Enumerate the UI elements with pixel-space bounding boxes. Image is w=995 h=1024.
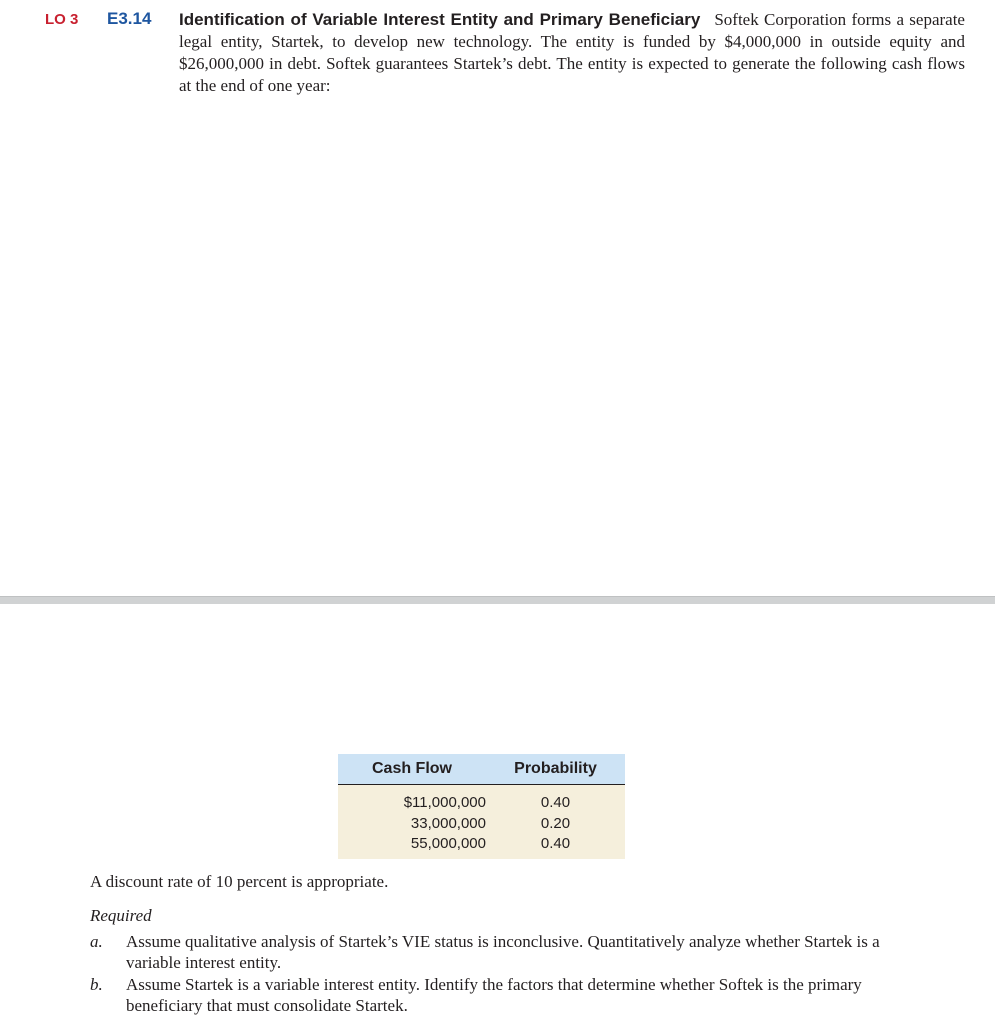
header-cash-flow: Cash Flow: [371, 760, 452, 777]
header-probability: Probability: [514, 760, 597, 777]
exercise-intro: [179, 9, 965, 97]
required-item-b: [90, 974, 890, 1016]
table-row: [338, 814, 625, 835]
table-body: [338, 785, 625, 859]
cash-flow-value: $11,000,000: [403, 794, 486, 811]
page-divider: [0, 596, 995, 604]
item-label: b.: [90, 975, 103, 994]
table-row: [338, 834, 625, 855]
cash-flow-table: [338, 754, 625, 859]
table-row: [338, 793, 625, 814]
table-header: [338, 754, 625, 785]
probability-cell: 0.40: [540, 794, 571, 811]
required-label: Required: [90, 906, 152, 925]
discount-text: A discount rate of 10 percent is appropriate.: [90, 872, 389, 891]
cash-flow-cell: [338, 793, 486, 814]
required-item-a: [90, 931, 890, 973]
item-text: Assume Startek is a variable interest entity. Identify the factors that determine whether Softek is the primary beneficiary that must consolidate Startek.: [126, 975, 862, 1015]
exercise-title: Identification of Variable Interest Entity and Primary Beneficiary: [179, 10, 701, 29]
intro-text: Softek Corporation forms a separate legal entity, Startek, to develop new technology. The entity is funded by $4,000,000 in outside equity and $26,000,000 in debt. Softek guarantees Startek’s debt. The entity is expected to generate the following cash flows at the end of one year:: [179, 10, 965, 95]
lo-label: LO 3: [45, 11, 79, 28]
item-label: a.: [90, 932, 103, 951]
cash-flow-value: 33,000,000: [410, 814, 486, 832]
cash-flow-cell: [338, 834, 486, 855]
probability-cell: 0.20: [540, 814, 571, 832]
probability-cell: 0.40: [540, 835, 571, 852]
exercise-number: E3.14: [107, 9, 152, 28]
item-text: Assume qualitative analysis of Startek’s VIE status is inconclusive. Quantitatively analyze whether Startek is a variable interest entity.: [126, 932, 880, 972]
cash-flow-cell: [338, 814, 486, 835]
cash-flow-value: 55,000,000: [410, 835, 486, 852]
